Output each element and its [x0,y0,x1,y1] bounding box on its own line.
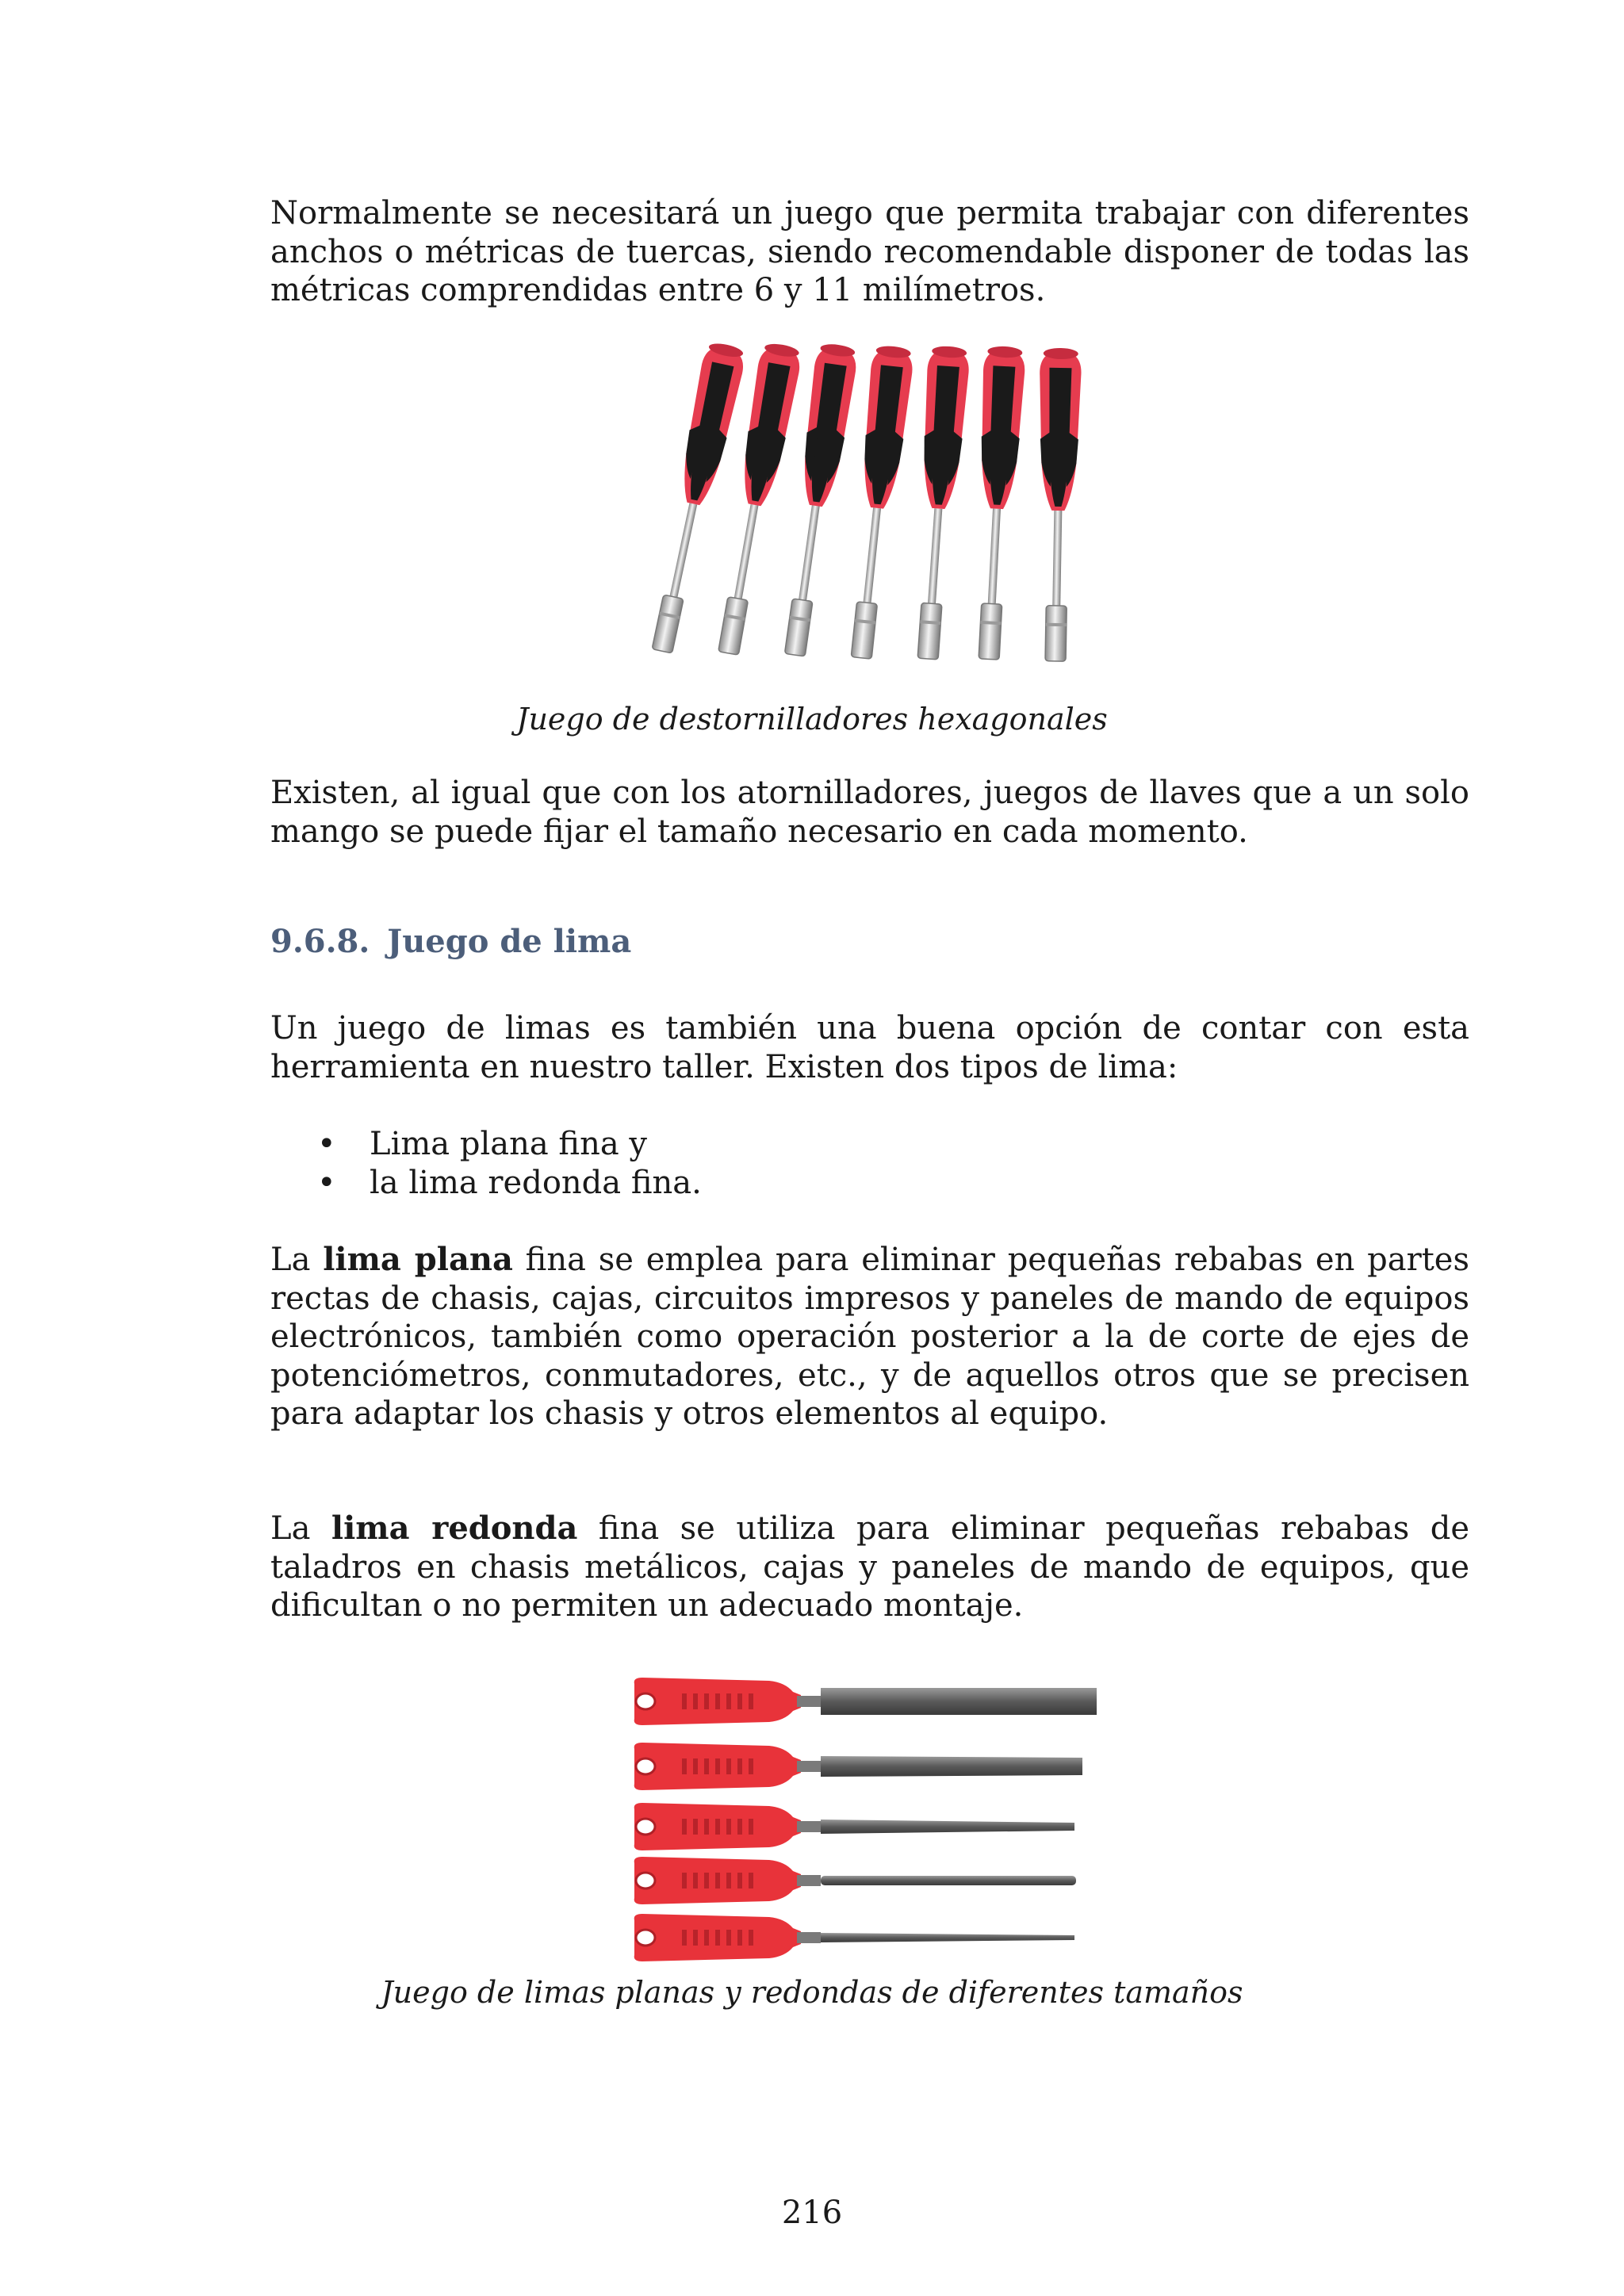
files-image [0,1665,1624,1966]
nut-drivers-figure [0,333,1624,698]
list-item: • Lima plana fina y [317,1126,648,1162]
flat-file-paragraph: La lima plana fina se emplea para eliminar pequeñas rebabas en partes rectas de chasis, cajas, circuitos impresos y paneles de mando de equipos electrónicos, también como operación posterior a la de corte de ejes de potenciómetros, conmutadores, etc., y de aquellos otros que se precisen para adaptar los chasis y otros elementos al equipo. [270,1241,1469,1432]
flat-file-term: lima plana [323,1241,513,1278]
figure-caption: Juego de limas planas y redondas de diferentes tamaños [381,1975,1243,2010]
nut-drivers-image [0,333,1624,698]
list-item: • la lima redonda fina. [317,1164,702,1201]
round-file-term: lima redonda [331,1510,578,1547]
round-file-paragraph: La lima redonda fina se utiliza para eliminar pequeñas rebabas de taladros en chasis metálicos, cajas y paneles de mando de equipos, que dificultan o no permiten un adecuado montaje. [270,1510,1470,1624]
section-number: 9.6.8. [270,923,370,960]
section-title: Juego de lima [387,923,632,960]
page-number: 216 [781,2195,843,2231]
file-types-list [317,1125,702,1202]
figure-caption: Juego de destornilladores hexagonales [516,702,1108,737]
wrench-paragraph: Existen, al igual que con los atornilladores, juegos de llaves que a un solo mango se puede fijar el tamaño necesario en cada momento. [270,775,1469,850]
section-heading [270,923,631,961]
files-intro-paragraph: Un juego de limas es también una buena opción de contar con esta herramienta en nuestro taller. Existen dos tipos de lima: [270,1010,1469,1085]
files-figure [0,1665,1624,1966]
intro-paragraph: Normalmente se necesitará un juego que permita trabajar con diferentes anchos o métricas de tuercas, siendo recomendable disponer de todas las métricas comprendidas entre 6 y 11 milímetros. [270,195,1469,308]
